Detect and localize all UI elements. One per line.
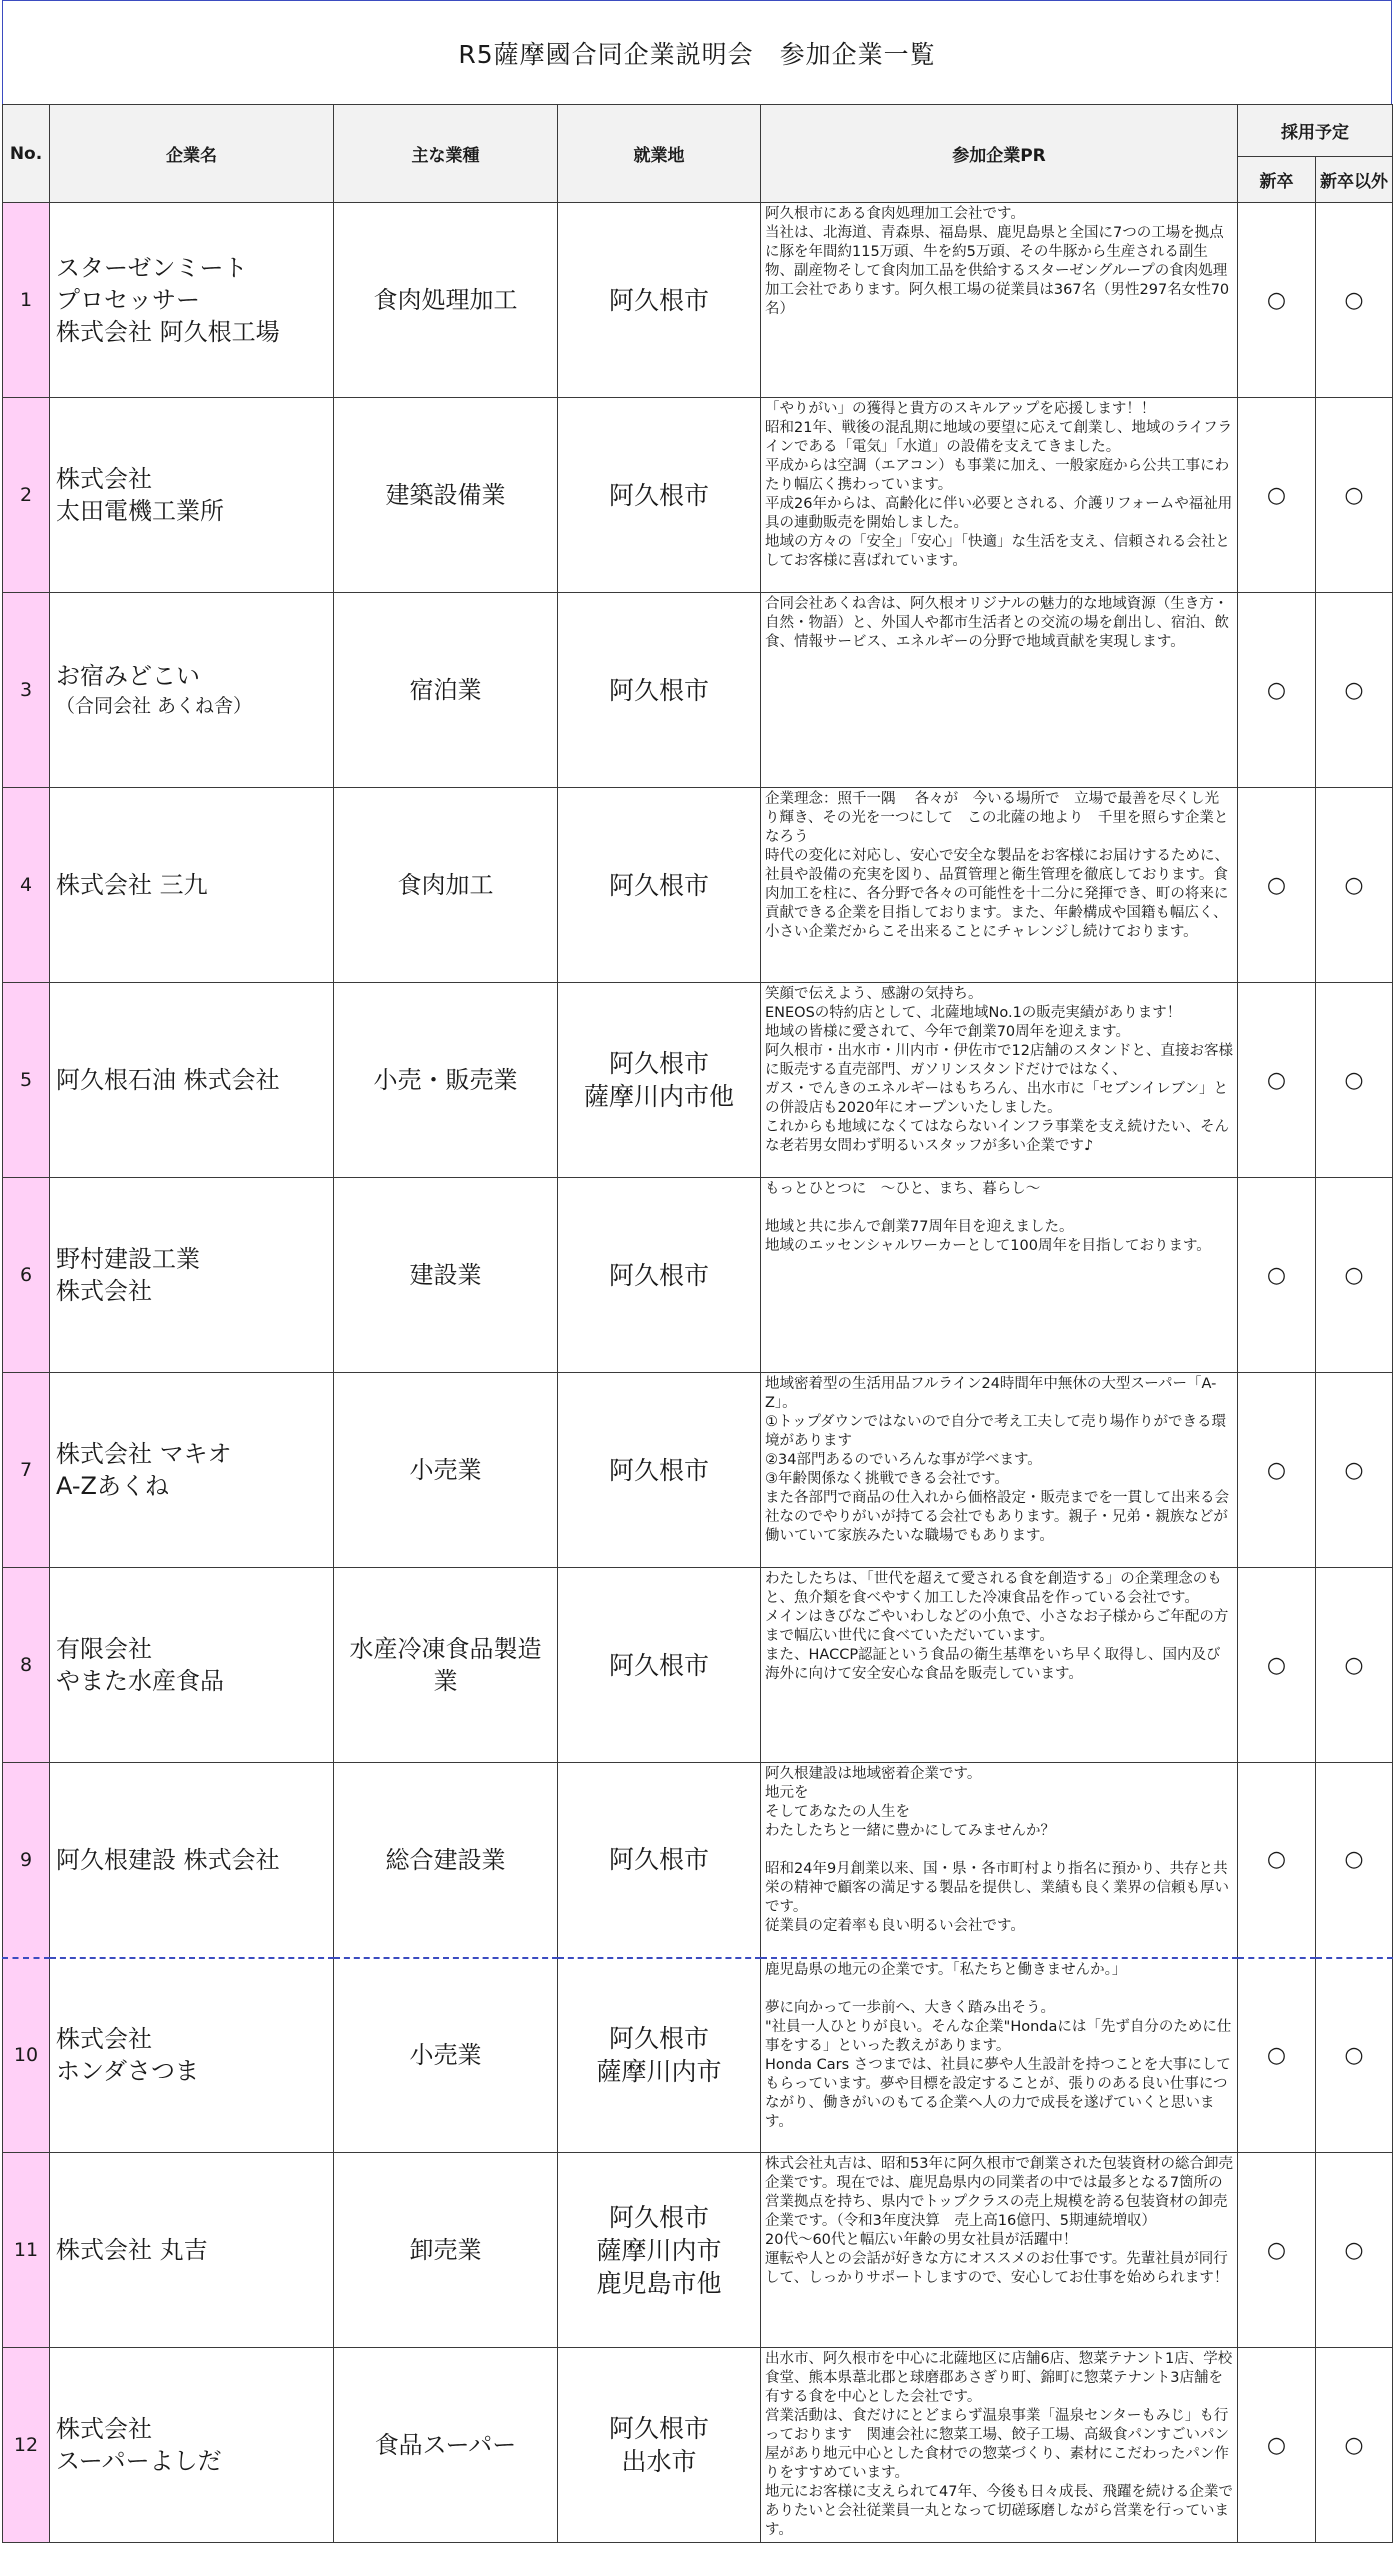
company-name-line: 有限会社 xyxy=(56,1635,152,1663)
company-name-line: 阿久根建設 株式会社 xyxy=(56,1845,280,1874)
company-pr: 株式会社丸吉は、昭和53年に阿久根市で創業された包装資材の総合卸売企業です。現在では、鹿児島県内の同業者の中では最多となる7箇所の営業拠点を持ち、県内でトップクラスの売上規模を誇る包装資材の卸売企業です。（令和3年度決算 売上高16億円、5期連続増収） 20代～60代と幅広い年齢の男女社員が活躍中！ 運転や人との会話が好きな方にオススメのお仕事です。先輩社員が同行して、しっかりサポートしますので、安心してお仕事を始められます！ xyxy=(761,2153,1238,2348)
table-row xyxy=(3,1178,1393,1373)
company-pr: 笑顔で伝えよう、感謝の気持ち。 ENEOSの特約店として、北薩地域No.1の販売実績があります！ 地域の皆様に愛されて、今年で創業70周年を迎えます。 阿久根市・出水市・川内市・伊佐市で12店舗のスタンドと、直接お客様に販売する直売部門、ガソリンスタンドだけではなく、 ガス・でんきのエネルギーはもちろん、出水市に「セブンイレブン」との併設店も2020年にオープンいたしました。 これからも地域になくてはならないインフラ事業を支え続けたい、そんな老若男女問わず明るいスタッフが多い企業です♪ xyxy=(761,983,1238,1178)
company-pr: 企業理念：照千一隅 各々が 今いる場所で 立場で最善を尽くし光り輝き、その光を一つにして この北薩の地より 千里を照らす企業となろう 時代の変化に対応し、安心で安全な製品をお客様にお届けするために、社員や設備の充実を図り、品質管理と衛生管理を徹底しております。食肉加工を柱に、各分野で各々の可能性を十二分に発揮でき、町の将来に貢献できる企業を目指しております。また、年齢構成や国籍も幅広く、小さい企業だからこそ出来ることにチャレンジし続けております。 xyxy=(761,788,1238,983)
non-new-grad-mark: ○ xyxy=(1316,593,1393,788)
new-grad-mark: ○ xyxy=(1238,983,1316,1178)
company-name-line: 株式会社 xyxy=(56,465,152,493)
company-pr: 鹿児島県の地元の企業です。「私たちと働きませんか。」 夢に向かって一歩前へ、大きく踏み出そう。 "社員一人ひとりが良い。そんな企業"Hondaには「先ず自分のために仕事をする」といった教えがあります。 Honda Cars さつまでは、社員に夢や人生設計を持つことを大事にしてもらっています。夢や目標を設定することが、張りのある良い仕事につながり、働きがいのもてる企業へ人の力で成長を遂げていくと思います。 xyxy=(761,1958,1238,2153)
company-pr: 地域密着型の生活用品フルライン24時間年中無休の大型スーパー「A-Z」。 ①トップダウンではないので自分で考え工夫して売り場作りができる環境があります ②34部門あるのでいろんな事が学べます。 ③年齢関係なく挑戦できる会社です。 また各部門で商品の仕入れから価格設定・販売までを一貫して出来る会社なのでやりがいが持てる会社でもあります。親子・兄弟・親族などが働いていて家族みたいな職場でもあります。 xyxy=(761,1373,1238,1568)
industry: 小売業 xyxy=(334,1958,558,2153)
table-row xyxy=(3,398,1393,593)
industry: 小売・販売業 xyxy=(334,983,558,1178)
row-number: 11 xyxy=(3,2153,50,2348)
company-name-line: A-Zあくね xyxy=(56,1472,169,1500)
industry: 総合建設業 xyxy=(334,1763,558,1958)
non-new-grad-mark: ○ xyxy=(1316,1763,1393,1958)
work-location: 阿久根市 xyxy=(558,1178,761,1373)
company-name-line: ホンダさつま xyxy=(56,2057,200,2086)
table-row xyxy=(3,203,1393,398)
new-grad-mark: ○ xyxy=(1238,593,1316,788)
header-industry: 主な業種 xyxy=(334,105,558,203)
header-location: 就業地 xyxy=(558,105,761,203)
work-location: 阿久根市 xyxy=(558,1373,761,1568)
row-number: 12 xyxy=(3,2348,50,2543)
row-number: 1 xyxy=(3,203,50,398)
company-name-line: やまた水産食品 xyxy=(56,1667,224,1695)
industry: 宿泊業 xyxy=(334,593,558,788)
industry: 水産冷凍食品製造業 xyxy=(334,1568,558,1763)
table-row xyxy=(3,593,1393,788)
company-name-line: 株式会社 xyxy=(56,2415,152,2443)
new-grad-mark: ○ xyxy=(1238,1373,1316,1568)
table-row xyxy=(3,2348,1393,2543)
company-name-line: 株式会社 丸吉 xyxy=(56,2236,208,2264)
company-table xyxy=(2,104,1393,2543)
work-location: 阿久根市 薩摩川内市 xyxy=(558,1958,761,2153)
new-grad-mark: ○ xyxy=(1238,1763,1316,1958)
work-location: 阿久根市 xyxy=(558,788,761,983)
table-row xyxy=(3,1958,1393,2153)
header-pr: 参加企業PR xyxy=(761,105,1238,203)
company-name-line: 太田電機工業所 xyxy=(56,497,224,525)
company-name-line: 株式会社 阿久根工場 xyxy=(56,318,280,346)
company-pr: 合同会社あくね舎は、阿久根オリジナルの魅力的な地域資源（生き方・自然・物語）と、外国人や都市生活者との交流の場を創出し、宿泊、飲食、情報サービス、エネルギーの分野で地域貢献を実現します。 xyxy=(761,593,1238,788)
table-row xyxy=(3,1373,1393,1568)
company-name xyxy=(50,593,334,788)
industry: 食品スーパー xyxy=(334,2348,558,2543)
table-row xyxy=(3,1763,1393,1958)
industry: 建設業 xyxy=(334,1178,558,1373)
company-rows xyxy=(3,203,1393,2543)
new-grad-mark: ○ xyxy=(1238,203,1316,398)
new-grad-mark: ○ xyxy=(1238,2153,1316,2348)
company-name xyxy=(50,788,334,983)
industry: 食肉処理加工 xyxy=(334,203,558,398)
table-row xyxy=(3,2153,1393,2348)
company-name xyxy=(50,2348,334,2543)
company-name xyxy=(50,983,334,1178)
header-new-grad: 新卒 xyxy=(1238,157,1316,203)
company-pr: 「やりがい」の獲得と貴方のスキルアップを応援します！！ 昭和21年、戦後の混乱期に地域の要望に応えて創業し、地域のライフラインである「電気」「水道」の設備を支えてきました。 平成からは空調（エアコン）も事業に加え、一般家庭から公共工事にわたり幅広く携わっています。 平成26年からは、高齢化に伴い必要とされる、介護リフォームや福祉用具の連動販売を開始しました。 地域の方々の「安全」「安心」「快適」な生活を支え、信頼される会社としてお客様に喜ばれています。 xyxy=(761,398,1238,593)
work-location: 阿久根市 薩摩川内市他 xyxy=(558,983,761,1178)
row-number: 9 xyxy=(3,1763,50,1958)
company-name-line: 野村建設工業 xyxy=(56,1245,200,1273)
header-non-new-grad: 新卒以外 xyxy=(1316,157,1393,203)
non-new-grad-mark: ○ xyxy=(1316,1178,1393,1373)
non-new-grad-mark: ○ xyxy=(1316,2153,1393,2348)
company-name-line: プロセッサー xyxy=(56,286,200,314)
work-location: 阿久根市 xyxy=(558,593,761,788)
company-pr: 阿久根建設は地域密着企業です。 地元を そしてあなたの人生を わたしたちと一緒に豊かにしてみませんか？ 昭和24年9月創業以来、国・県・各市町村より指名に預かり、共存と共栄の精神で顧客の満足する製品を提供し、業績も良く業界の信頼も厚いです。 従業員の定着率も良い明るい会社です。 xyxy=(761,1763,1238,1958)
work-location: 阿久根市 出水市 xyxy=(558,2348,761,2543)
company-name xyxy=(50,1568,334,1763)
company-name xyxy=(50,398,334,593)
company-name xyxy=(50,1373,334,1568)
non-new-grad-mark: ○ xyxy=(1316,1373,1393,1568)
company-name xyxy=(50,1763,334,1958)
table-row xyxy=(3,983,1393,1178)
industry: 卸売業 xyxy=(334,2153,558,2348)
non-new-grad-mark: ○ xyxy=(1316,2348,1393,2543)
row-number: 8 xyxy=(3,1568,50,1763)
company-name-line: 株式会社 xyxy=(56,1277,152,1305)
non-new-grad-mark: ○ xyxy=(1316,788,1393,983)
header-no: No. xyxy=(3,105,50,203)
work-location: 阿久根市 xyxy=(558,1763,761,1958)
company-name-line: お宿みどこい xyxy=(56,662,200,690)
new-grad-mark: ○ xyxy=(1238,398,1316,593)
row-number: 7 xyxy=(3,1373,50,1568)
row-number: 6 xyxy=(3,1178,50,1373)
work-location: 阿久根市 xyxy=(558,203,761,398)
work-location: 阿久根市 薩摩川内市 鹿児島市他 xyxy=(558,2153,761,2348)
non-new-grad-mark: ○ xyxy=(1316,1958,1393,2153)
table-row xyxy=(3,788,1393,983)
company-pr: わたしたちは、「世代を超えて愛される食を創造する」の企業理念のもと、魚介類を食べやすく加工した冷凍食品を作っている会社です。 メインはきびなごやいわしなどの小魚で、小さなお子様からご年配の方まで幅広い世代に食べていただいています。 また、HACCP認証という食品の衛生基準をいち早く取得し、国内及び海外に向けて安全安心な食品を販売しています。 xyxy=(761,1568,1238,1763)
row-number: 5 xyxy=(3,983,50,1178)
company-name-line: 株式会社 三九 xyxy=(56,871,208,899)
new-grad-mark: ○ xyxy=(1238,1568,1316,1763)
industry: 建築設備業 xyxy=(334,398,558,593)
company-pr: もっとひとつに ～ひと、まち、暮らし～ 地域と共に歩んで創業77周年目を迎えました。 地域のエッセンシャルワーカーとして100周年を目指しております。 xyxy=(761,1178,1238,1373)
non-new-grad-mark: ○ xyxy=(1316,1568,1393,1763)
row-number: 2 xyxy=(3,398,50,593)
company-name xyxy=(50,203,334,398)
new-grad-mark: ○ xyxy=(1238,788,1316,983)
row-number: 10 xyxy=(3,1958,50,2153)
company-name xyxy=(50,2153,334,2348)
company-name-line: 株式会社 xyxy=(56,2025,152,2054)
row-number: 4 xyxy=(3,788,50,983)
header-company: 企業名 xyxy=(50,105,334,203)
page-title: R5薩摩國合同企業説明会 参加企業一覧 xyxy=(2,0,1392,104)
non-new-grad-mark: ○ xyxy=(1316,983,1393,1178)
company-name-line: スターゼンミート xyxy=(56,254,248,282)
company-name xyxy=(50,1958,334,2153)
work-location: 阿久根市 xyxy=(558,398,761,593)
new-grad-mark: ○ xyxy=(1238,1178,1316,1373)
non-new-grad-mark: ○ xyxy=(1316,203,1393,398)
company-name-sub: （合同会社 あくね舎） xyxy=(56,695,253,717)
new-grad-mark: ○ xyxy=(1238,1958,1316,2153)
new-grad-mark: ○ xyxy=(1238,2348,1316,2543)
table-row xyxy=(3,1568,1393,1763)
company-name-line: 阿久根石油 株式会社 xyxy=(56,1066,280,1094)
company-name-line: スーパーよしだ xyxy=(56,2447,222,2475)
industry: 小売業 xyxy=(334,1373,558,1568)
work-location: 阿久根市 xyxy=(558,1568,761,1763)
industry: 食肉加工 xyxy=(334,788,558,983)
header-hiring: 採用予定 xyxy=(1238,105,1393,157)
company-pr: 阿久根市にある食肉処理加工会社です。 当社は、北海道、青森県、福島県、鹿児島県と全国に7つの工場を拠点に豚を年間約115万頭、牛を約5万頭、その牛豚から生産される副生物、副産物そして食肉加工品を供給するスターゼングループの食肉処理加工会社であります。阿久根工場の従業員は367名（男性297名女性70名） xyxy=(761,203,1238,398)
company-name xyxy=(50,1178,334,1373)
company-pr: 出水市、阿久根市を中心に北薩地区に店舗6店、惣菜テナント1店、学校食堂、熊本県葦北郡と球磨郡あさぎり町、錦町に惣菜テナント3店舗を有する食を中心とした会社です。 営業活動は、食だけにとどまらず温泉事業「温泉センターもみじ」も行っております 関連会社に惣菜工場、餃子工場、高級食パンすごいパン屋があり地元中心とした食材での惣菜づくり、素材にこだわったパン作りをすすめています。 地元にお客様に支えられて47年、今後も日々成長、飛躍を続ける企業でありたいと会社従業員一丸となって切磋琢磨しながら営業を行っています。 xyxy=(761,2348,1238,2543)
row-number: 3 xyxy=(3,593,50,788)
non-new-grad-mark: ○ xyxy=(1316,398,1393,593)
company-name-line: 株式会社 マキオ xyxy=(56,1440,232,1468)
